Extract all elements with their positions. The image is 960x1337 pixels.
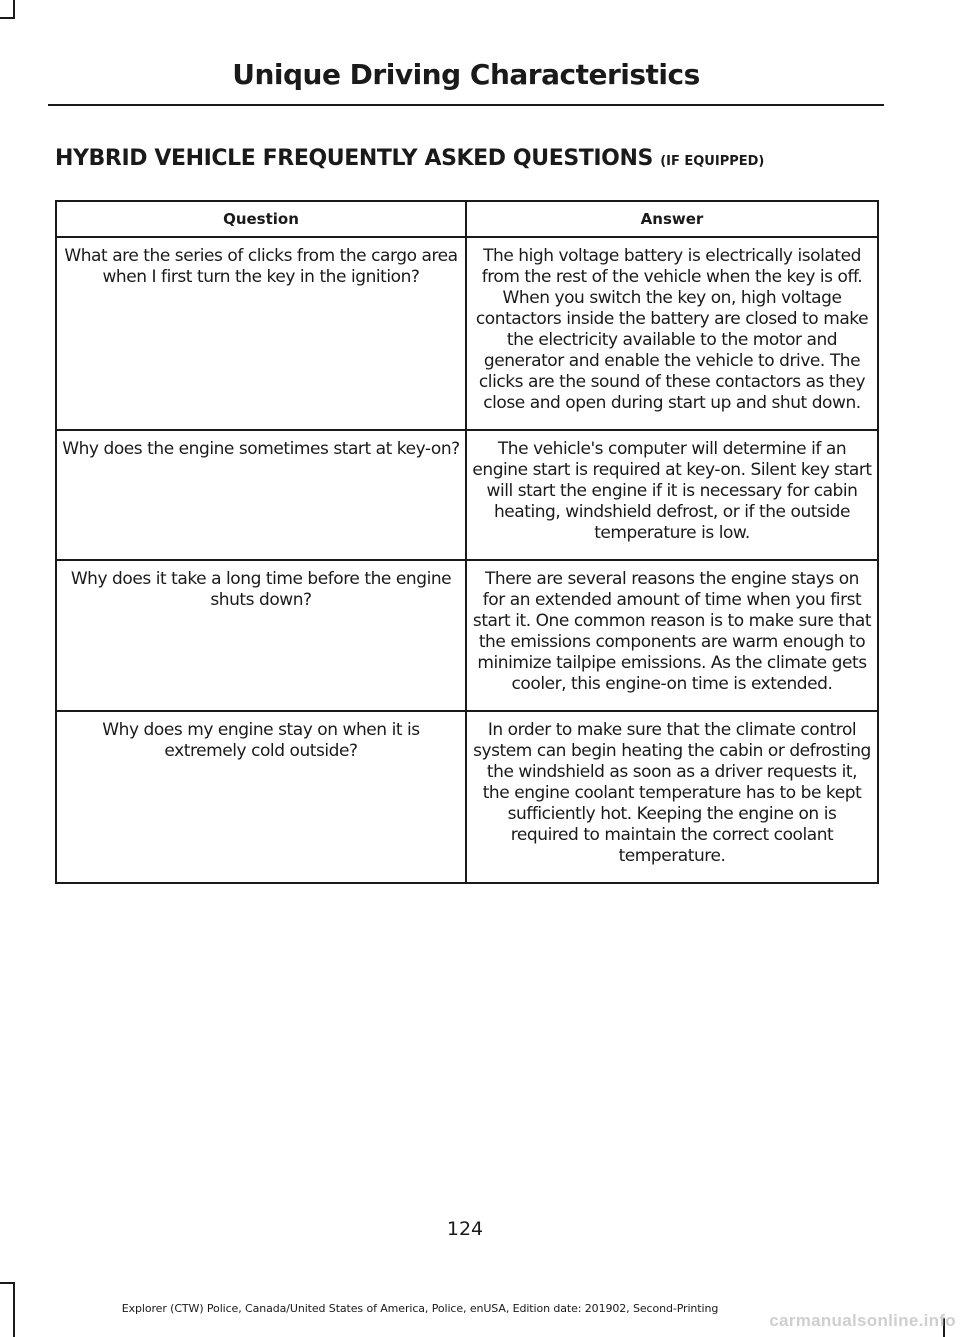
question-cell: Why does my engine stay on when it is extremely cold outside? bbox=[56, 711, 466, 883]
crop-mark-bottom-left bbox=[0, 1282, 15, 1284]
question-cell: Why does it take a long time before the engine shuts down? bbox=[56, 560, 466, 711]
table-row bbox=[56, 560, 878, 711]
answer-cell: There are several reasons the engine stays on for an extended amount of time when you first start it. One common reason is to make sure that the emissions components are warm enough to minimize tailpipe emissions. As the climate gets cooler, this engine-on time is extended. bbox=[466, 560, 878, 711]
watermark: carmanualsonline.info bbox=[769, 1311, 956, 1330]
section-heading-text: HYBRID VEHICLE FREQUENTLY ASKED QUESTIONS bbox=[55, 146, 653, 171]
section-heading-qualifier: (IF EQUIPPED) bbox=[660, 154, 765, 169]
table-row bbox=[56, 430, 878, 560]
answer-cell: The high voltage battery is electrically isolated from the rest of the vehicle when the key is off. When you switch the key on, high voltage contactors inside the battery are closed to make the electricity available to the motor and generator and enable the vehicle to drive. The clicks are the sound of these contactors as they close and open during start up and shut down. bbox=[466, 237, 878, 430]
header-divider bbox=[48, 104, 884, 106]
answer-cell: In order to make sure that the climate control system can begin heating the cabin or defrosting the windshield as soon as a driver requests it, the engine coolant temperature has to be kept sufficiently hot. Keeping the engine on is required to maintain the correct coolant temperature. bbox=[466, 711, 878, 883]
section-heading bbox=[55, 146, 895, 171]
table-header-row bbox=[56, 201, 878, 237]
question-cell: Why does the engine sometimes start at key-on? bbox=[56, 430, 466, 560]
page-number: 124 bbox=[446, 1218, 484, 1240]
crop-mark-top-left bbox=[0, 17, 15, 19]
question-cell: What are the series of clicks from the cargo area when I first turn the key in the ignition? bbox=[56, 237, 466, 430]
column-header-question: Question bbox=[56, 201, 466, 237]
page-header-title: Unique Driving Characteristics bbox=[232, 58, 700, 91]
table-row bbox=[56, 711, 878, 883]
answer-cell: The vehicle's computer will determine if an engine start is required at key-on. Silent key start will start the engine if it is necessary for cabin heating, windshield defrost, or if the outside temperature is low. bbox=[466, 430, 878, 560]
faq-table bbox=[55, 200, 879, 884]
column-header-answer: Answer bbox=[466, 201, 878, 237]
edition-footer: Explorer (CTW) Police, Canada/United States of America, Police, enUSA, Edition date: 201902, Second-Printing bbox=[121, 1302, 719, 1315]
table-row bbox=[56, 237, 878, 430]
